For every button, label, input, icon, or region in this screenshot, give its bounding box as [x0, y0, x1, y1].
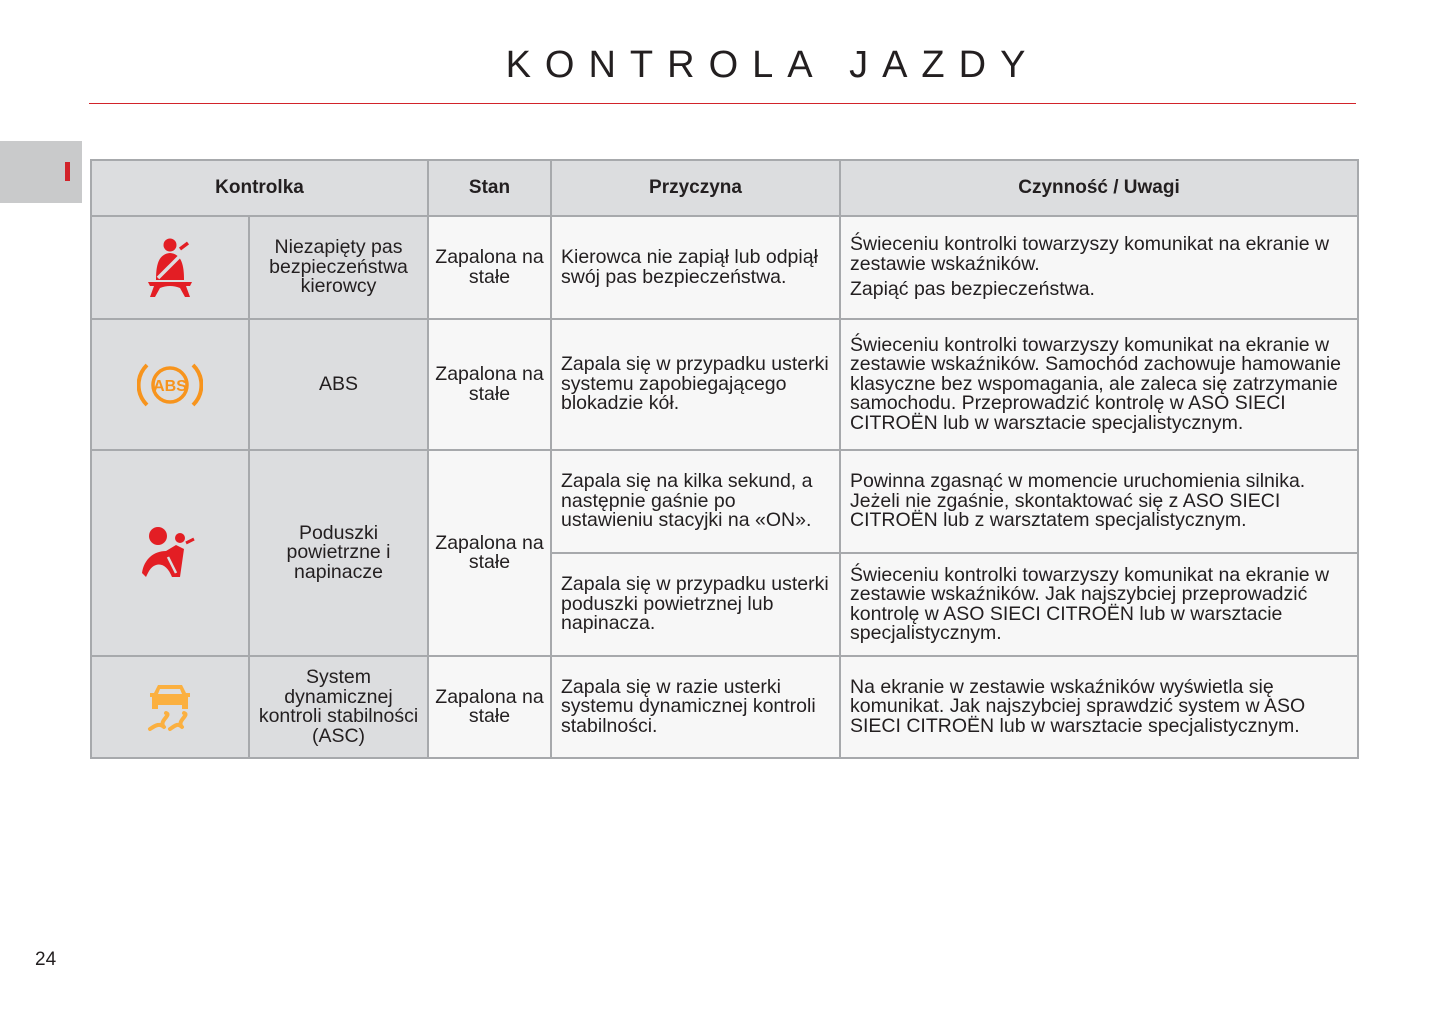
action-text: Świeceniu kontrolki towarzyszy komunikat na ekranie w zestawie wskaźników. — [850, 233, 1330, 275]
action-cell: Świeceniu kontrolki towarzyszy komunikat na ekranie w zestawie wskaźników. Jak najszybciej przeprowadzić kontrolę w ASO SIECI CITROËN lub w warsztacie specjalistycznym. — [840, 553, 1358, 656]
warning-name: ABS — [249, 319, 428, 450]
icon-cell — [91, 319, 249, 450]
status-cell: Zapalona na stałe — [428, 319, 551, 450]
svg-text:ABS: ABS — [153, 377, 187, 395]
page-number: 24 — [35, 949, 57, 970]
table-row — [91, 656, 1358, 758]
stability-control-icon — [93, 681, 247, 733]
table-row — [91, 319, 1358, 450]
icon-cell — [91, 656, 249, 758]
chapter-tab — [0, 141, 82, 203]
warning-lights-table — [90, 159, 1359, 759]
title-divider — [89, 103, 1356, 104]
warning-name: System dynamicznej kontroli stabilności (ASC) — [249, 656, 428, 758]
cause-cell: Kierowca nie zapiął lub odpiął swój pas bezpieczeństwa. — [551, 216, 840, 319]
header-uwagi: Czynność / Uwagi — [840, 160, 1358, 216]
table-row — [91, 450, 1358, 553]
action-cell: Powinna zgasnąć w momencie uruchomienia silnika. Jeżeli nie zgaśnie, skontaktować się z ASO SIECI CITROËN lub z warsztatem specjalistycznym. — [840, 450, 1358, 553]
status-cell: Zapalona na stałe — [428, 656, 551, 758]
abs-warning-icon — [93, 360, 247, 410]
header-stan: Stan — [428, 160, 551, 216]
cause-cell: Zapala się w przypadku usterki systemu zapobiegającego blokadzie kół. — [551, 319, 840, 450]
icon-cell — [91, 216, 249, 319]
icon-cell — [91, 450, 249, 656]
action-cell: Na ekranie w zestawie wskaźników wyświetla się komunikat. Jak najszybciej sprawdzić system w ASO SIECI CITROËN lub w warsztacie specjalistycznym. — [840, 656, 1358, 758]
seatbelt-warning-icon — [93, 238, 247, 298]
status-cell: Zapalona na stałe — [428, 450, 551, 656]
cause-cell: Zapala się w przypadku usterki poduszki powietrznej lub napinacza. — [551, 553, 840, 656]
page-title: KONTROLA JAZDY — [505, 44, 1040, 86]
warning-name: Niezapięty pas bezpieczeństwa kierowcy — [249, 216, 428, 319]
header-kontrolka: Kontrolka — [91, 160, 428, 216]
action-text: Zapiąć pas bezpieczeństwa. — [850, 278, 1095, 301]
cause-cell: Zapala się na kilka sekund, a następnie gaśnie po ustawieniu stacyjki na «ON». — [551, 450, 840, 553]
status-cell: Zapalona na stałe — [428, 216, 551, 319]
header-przyczyna: Przyczyna — [551, 160, 840, 216]
action-cell — [840, 216, 1358, 319]
warning-name: Poduszki powietrzne i napinacze — [249, 450, 428, 656]
table-header-row — [91, 160, 1358, 216]
chapter-marker — [65, 162, 70, 181]
action-cell: Świeceniu kontrolki towarzyszy komunikat na ekranie w zestawie wskaźników. Samochód zachowuje hamowanie klasyczne bez wspomagania, ale zaleca się zatrzymanie samochodu. Przeprowadzić kontrolę w ASO SIECI CITROËN lub w warsztacie specjalistycznym. — [840, 319, 1358, 450]
airbag-warning-icon — [93, 527, 247, 579]
table-row — [91, 216, 1358, 319]
cause-cell: Zapala się w razie usterki systemu dynamicznej kontroli stabilności. — [551, 656, 840, 758]
